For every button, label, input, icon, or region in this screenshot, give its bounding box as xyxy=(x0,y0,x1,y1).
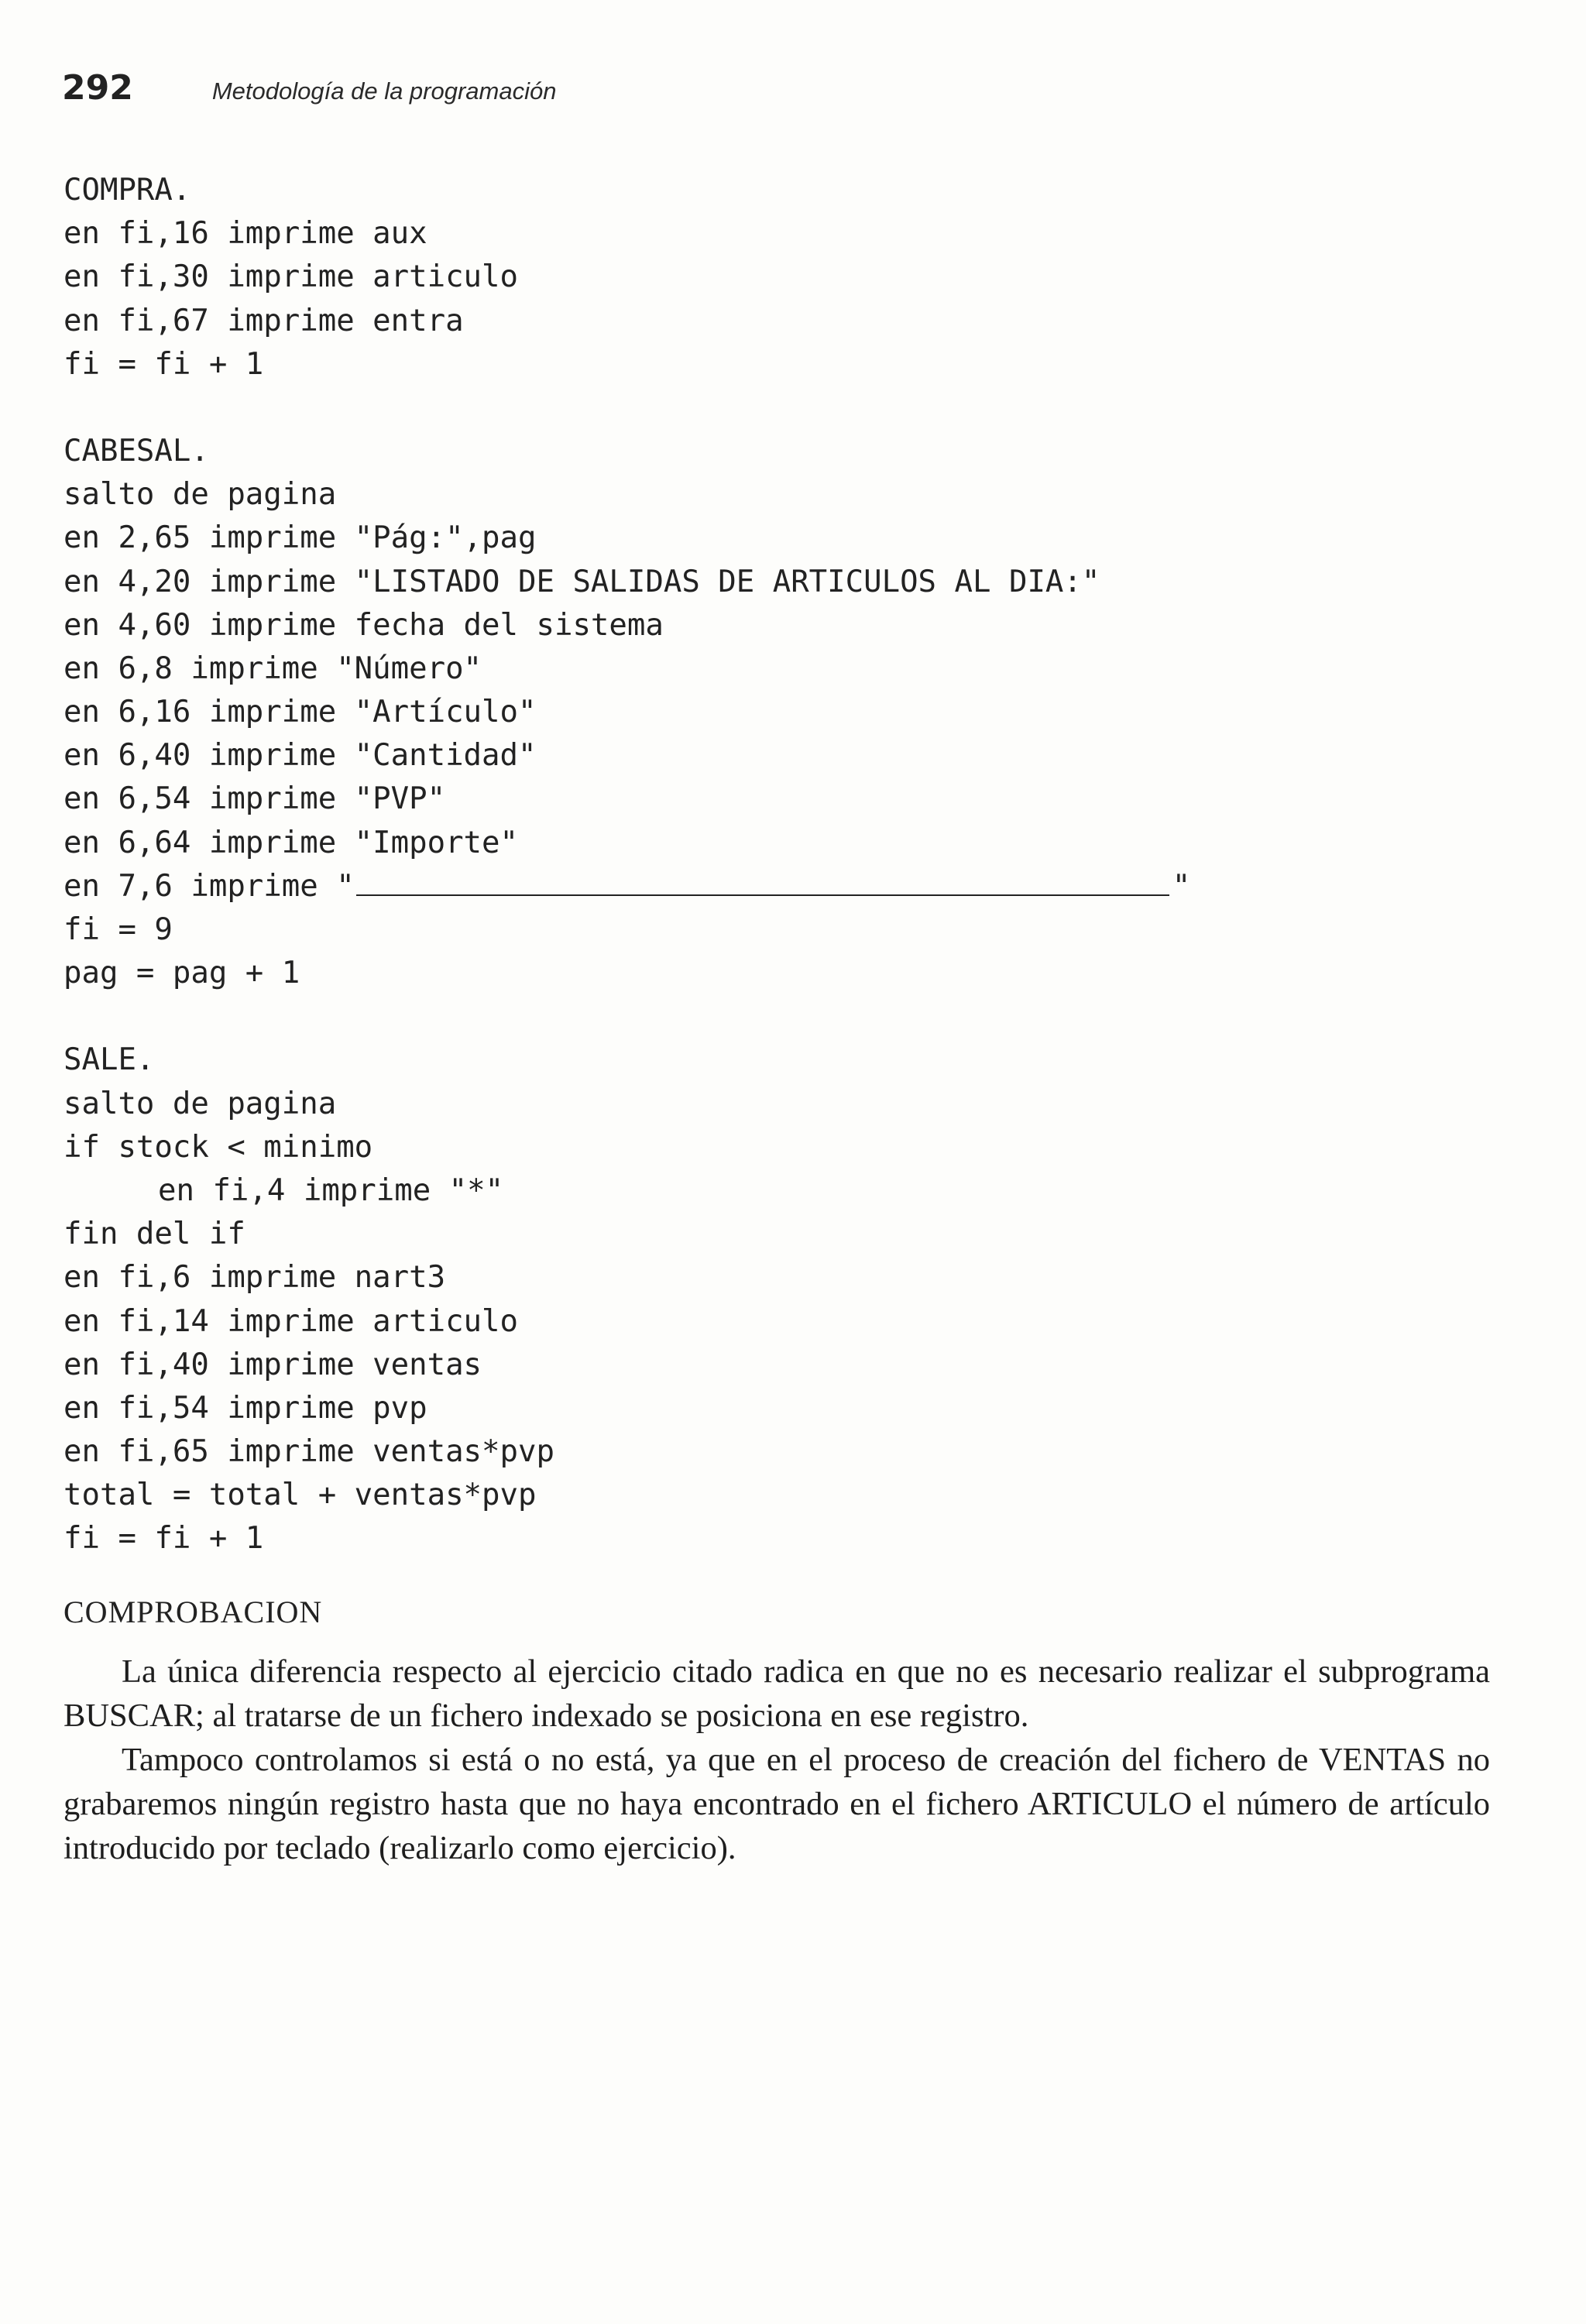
section-heading: COMPROBACION xyxy=(64,1595,323,1629)
code-line: en 2,65 imprime "Pág:",pag xyxy=(64,520,537,556)
code-line: en fi,6 imprime nart3 xyxy=(64,1260,446,1296)
code-line: en 6,64 imprime "Importe" xyxy=(64,825,518,860)
code-line: COMPRA. xyxy=(64,173,191,208)
code-line: en fi,40 imprime ventas xyxy=(64,1347,482,1382)
code-block-compra xyxy=(64,169,1303,386)
rule-prefix: en 7,6 imprime " xyxy=(64,868,355,904)
code-line: total = total + ventas*pvp xyxy=(64,1478,537,1513)
code-line: CABESAL. xyxy=(64,433,209,469)
paragraph: La única diferencia respecto al ejercicio citado radica en que no es necesario realizar el subprograma BUSCAR; al tratarse de un fichero indexado se posiciona en ese registro. xyxy=(64,1653,1490,1734)
code-line-rule xyxy=(64,865,1303,908)
underline-rule xyxy=(356,865,1169,896)
code-line: pag = pag + 1 xyxy=(64,956,300,991)
code-line: en fi,30 imprime articulo xyxy=(64,259,518,295)
code-line: en fi,14 imprime articulo xyxy=(64,1303,518,1339)
code-line: fi = 9 xyxy=(64,912,173,947)
code-line: en 6,8 imprime "Número" xyxy=(64,651,482,686)
code-line: if stock < minimo xyxy=(64,1129,373,1165)
code-line: en fi,67 imprime entra xyxy=(64,303,464,338)
paragraph: Tampoco controlamos si está o no está, ya que en el proceso de creación del fichero de VENTAS no grabaremos ningún registro hasta que no haya encontrado en el fichero ARTICULO el número de artículo introducido por teclado (realizarlo como ejercicio). xyxy=(64,1742,1490,1866)
code-line: en fi,54 imprime pvp xyxy=(64,1390,427,1426)
running-title: Metodología de la programación xyxy=(211,77,557,105)
prose-body xyxy=(64,1649,1490,1870)
code-block-cabesal xyxy=(64,430,1303,995)
code-block-sale xyxy=(64,1038,1303,1560)
code-line: SALE. xyxy=(64,1042,155,1078)
page-number: 292 xyxy=(62,68,133,108)
page-header xyxy=(62,68,556,108)
code-listing xyxy=(64,169,1303,1605)
code-line: en 4,20 imprime "LISTADO DE SALIDAS DE ARTICULOS AL DIA:" xyxy=(64,564,1100,599)
code-line: fi = fi + 1 xyxy=(64,346,264,382)
code-line: en fi,65 imprime ventas*pvp xyxy=(64,1434,554,1470)
rule-suffix: " xyxy=(1172,868,1191,904)
code-line: en 4,60 imprime fecha del sistema xyxy=(64,607,664,643)
code-line: salto de pagina xyxy=(64,1086,337,1121)
code-line: en fi,16 imprime aux xyxy=(64,216,427,252)
code-line: en 6,54 imprime "PVP" xyxy=(64,781,446,817)
code-line: en 6,40 imprime "Cantidad" xyxy=(64,738,537,774)
code-line: fin del if xyxy=(64,1217,245,1252)
code-line-indented: en fi,4 imprime "*" xyxy=(158,1172,504,1208)
code-line: fi = fi + 1 xyxy=(64,1521,264,1557)
code-line: en 6,16 imprime "Artículo" xyxy=(64,695,537,730)
code-line: salto de pagina xyxy=(64,477,337,513)
